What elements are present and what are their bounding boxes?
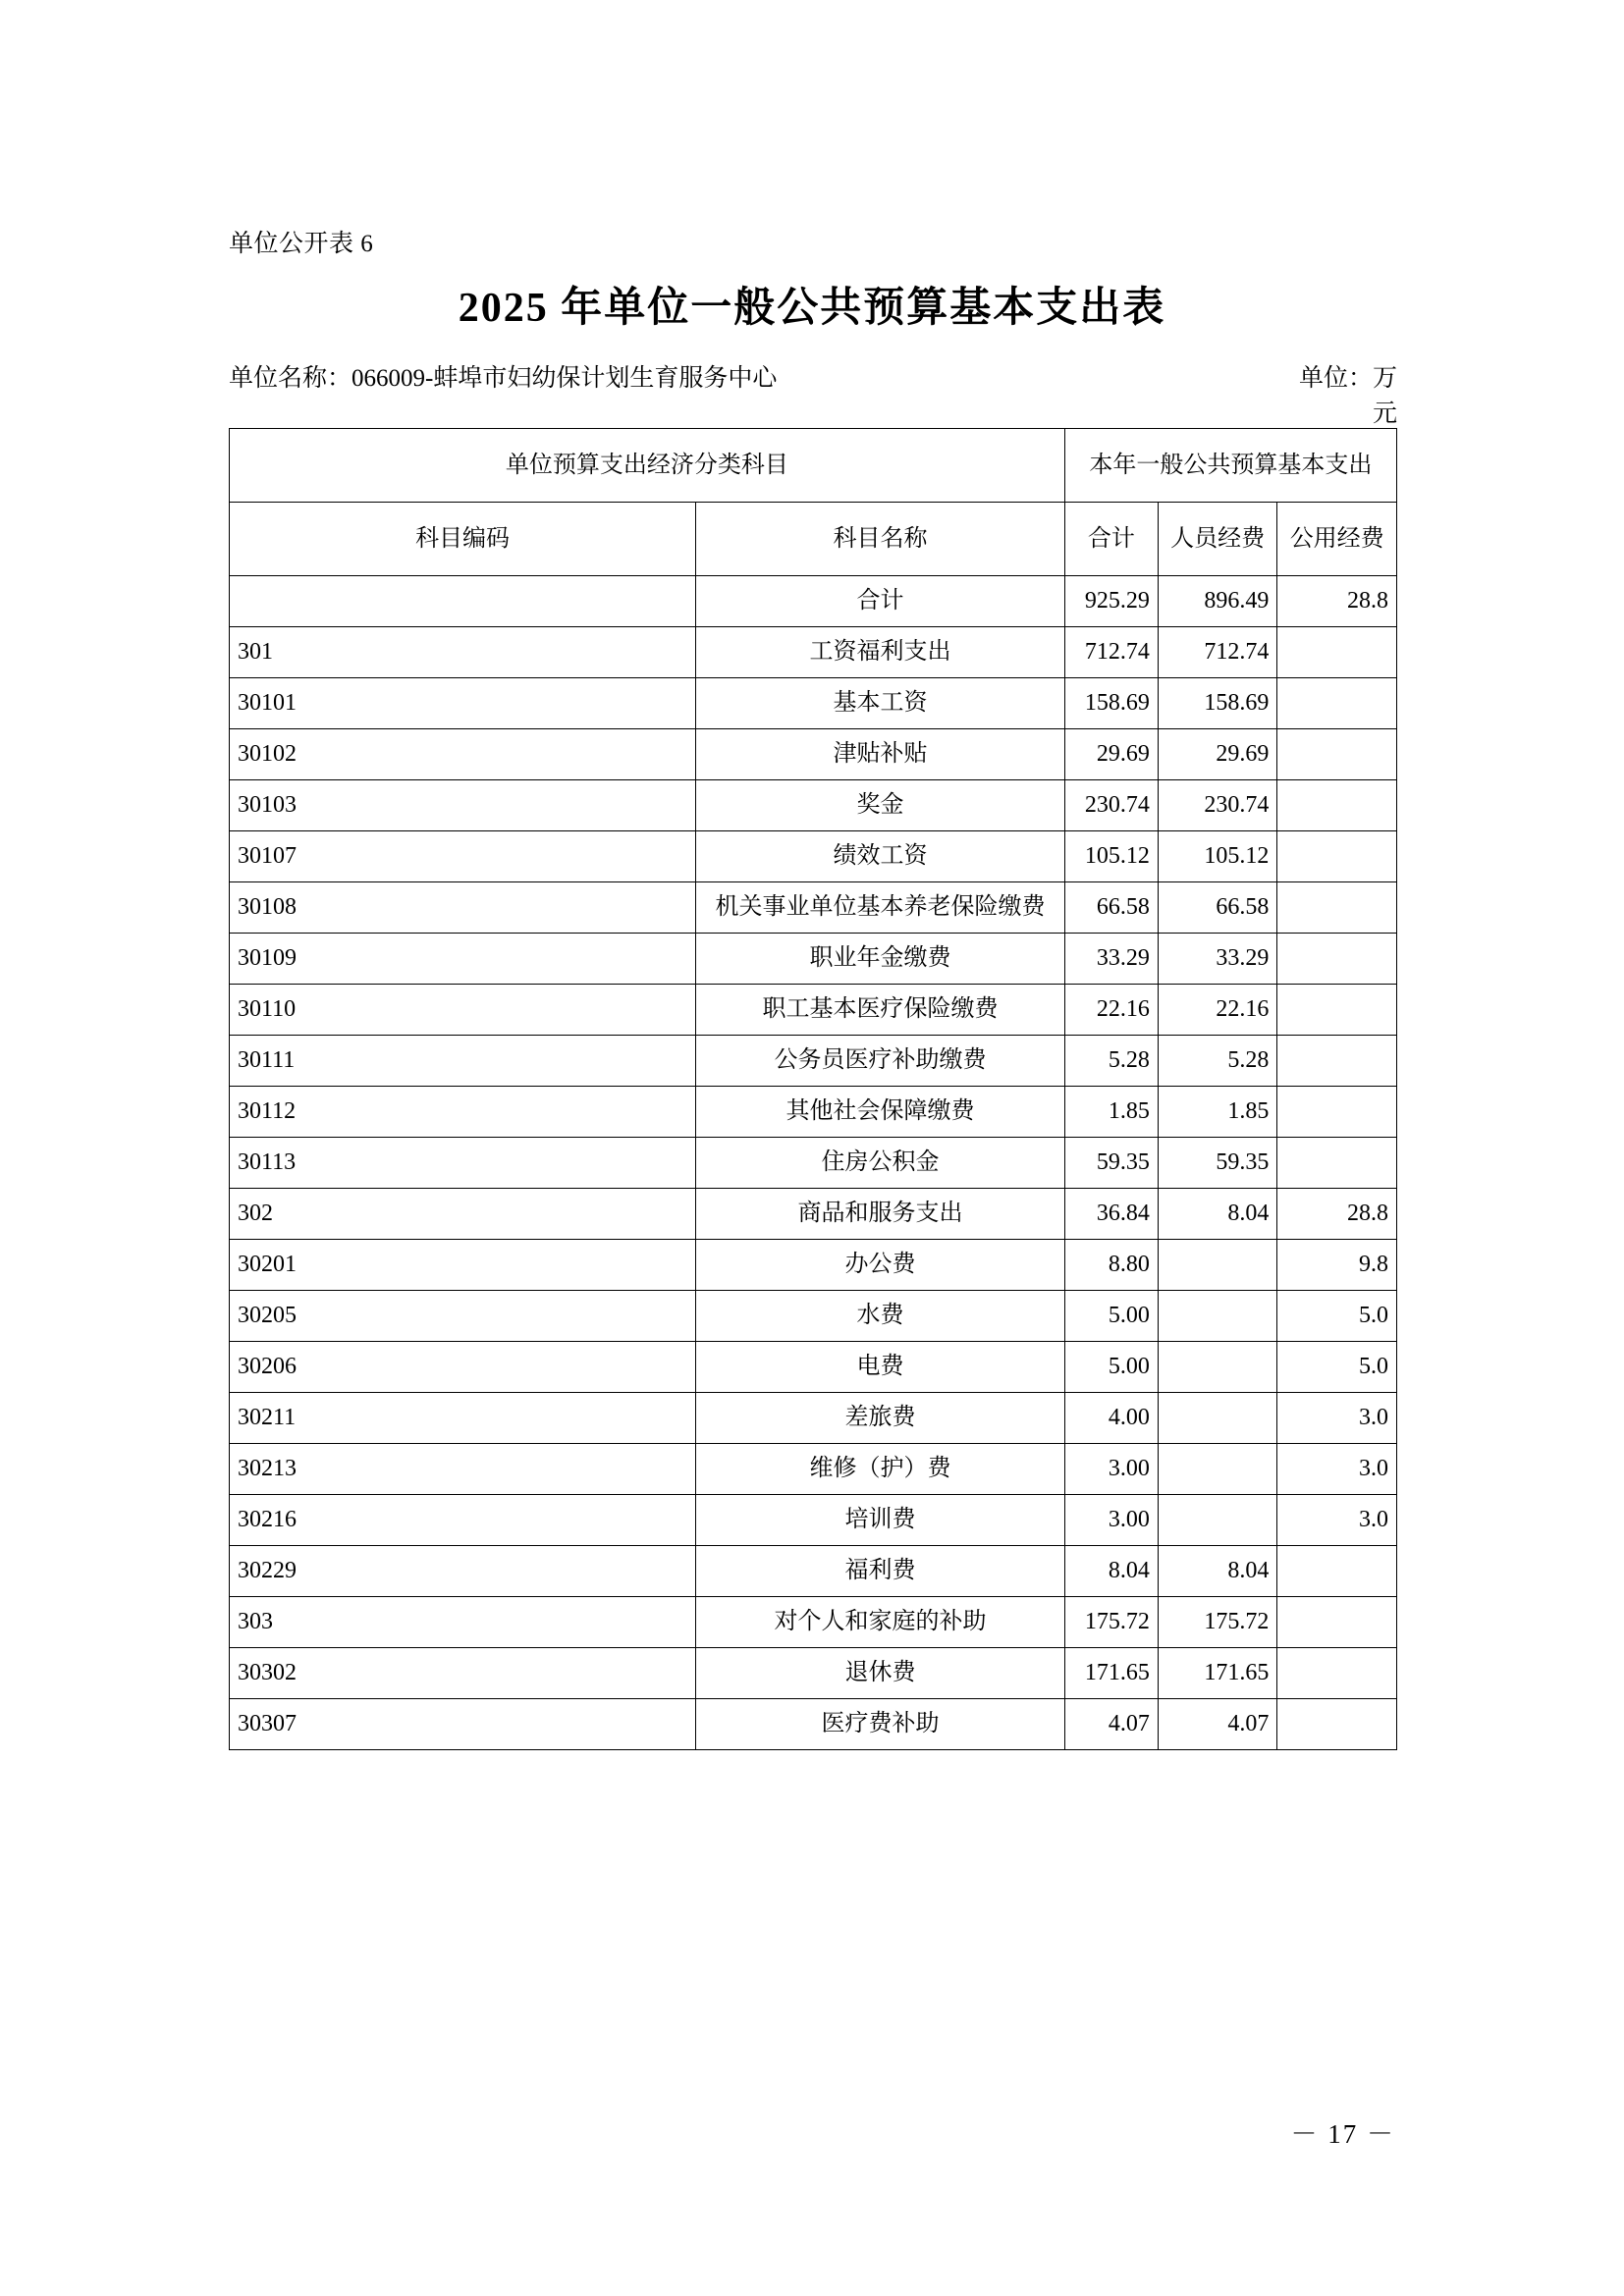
- cell-public: 28.8: [1277, 576, 1397, 627]
- cell-total: 4.00: [1064, 1393, 1158, 1444]
- cell-total: 925.29: [1064, 576, 1158, 627]
- header-total: 合计: [1064, 503, 1158, 576]
- cell-name: 福利费: [696, 1546, 1065, 1597]
- cell-public: [1277, 985, 1397, 1036]
- cell-personnel: [1158, 1393, 1277, 1444]
- cell-name: 津贴补贴: [696, 729, 1065, 780]
- cell-public: 5.0: [1277, 1342, 1397, 1393]
- table-row: [230, 678, 1397, 729]
- cell-total: 230.74: [1064, 780, 1158, 831]
- cell-code: 301: [230, 627, 696, 678]
- unit-measure: [1250, 361, 1397, 433]
- cell-public: 3.0: [1277, 1495, 1397, 1546]
- table-header-row: [230, 503, 1397, 576]
- table-row: [230, 985, 1397, 1036]
- cell-public: [1277, 1597, 1397, 1648]
- cell-public: [1277, 934, 1397, 985]
- table-row: [230, 1699, 1397, 1750]
- cell-name: 住房公积金: [696, 1138, 1065, 1189]
- table-row: [230, 1546, 1397, 1597]
- cell-public: [1277, 780, 1397, 831]
- table-row: [230, 576, 1397, 627]
- cell-total: 5.28: [1064, 1036, 1158, 1087]
- cell-code: [230, 576, 696, 627]
- cell-public: 9.8: [1277, 1240, 1397, 1291]
- cell-total: 36.84: [1064, 1189, 1158, 1240]
- cell-total: 22.16: [1064, 985, 1158, 1036]
- cell-public: [1277, 1138, 1397, 1189]
- cell-public: 3.0: [1277, 1444, 1397, 1495]
- cell-code: 303: [230, 1597, 696, 1648]
- cell-total: 1.85: [1064, 1087, 1158, 1138]
- cell-public: [1277, 1546, 1397, 1597]
- cell-code: 30111: [230, 1036, 696, 1087]
- cell-personnel: 5.28: [1158, 1036, 1277, 1087]
- cell-code: 30205: [230, 1291, 696, 1342]
- cell-personnel: 4.07: [1158, 1699, 1277, 1750]
- table-row: [230, 1597, 1397, 1648]
- cell-public: [1277, 1036, 1397, 1087]
- table-row: [230, 780, 1397, 831]
- page-number: － 17 －: [1290, 2119, 1395, 2149]
- cell-code: 30107: [230, 831, 696, 882]
- cell-personnel: 8.04: [1158, 1546, 1277, 1597]
- cell-code: 30229: [230, 1546, 696, 1597]
- table-row: [230, 882, 1397, 934]
- cell-name: 办公费: [696, 1240, 1065, 1291]
- cell-public: [1277, 729, 1397, 780]
- cell-public: [1277, 882, 1397, 934]
- cell-total: 712.74: [1064, 627, 1158, 678]
- cell-total: 158.69: [1064, 678, 1158, 729]
- table-row: [230, 1648, 1397, 1699]
- cell-total: 33.29: [1064, 934, 1158, 985]
- cell-public: 5.0: [1277, 1291, 1397, 1342]
- cell-public: [1277, 1699, 1397, 1750]
- table-header-group-row: [230, 429, 1397, 503]
- cell-personnel: 29.69: [1158, 729, 1277, 780]
- cell-personnel: 66.58: [1158, 882, 1277, 934]
- table-row: [230, 1291, 1397, 1342]
- table-row: [230, 934, 1397, 985]
- cell-code: 30101: [230, 678, 696, 729]
- table-row: [230, 1087, 1397, 1138]
- cell-public: [1277, 1087, 1397, 1138]
- cell-name: 水费: [696, 1291, 1065, 1342]
- cell-name: 机关事业单位基本养老保险缴费: [696, 882, 1065, 934]
- cell-name: 工资福利支出: [696, 627, 1065, 678]
- cell-personnel: [1158, 1291, 1277, 1342]
- cell-name: 职业年金缴费: [696, 934, 1065, 985]
- cell-total: 8.04: [1064, 1546, 1158, 1597]
- cell-name: 维修（护）费: [696, 1444, 1065, 1495]
- cell-code: 30102: [230, 729, 696, 780]
- cell-total: 3.00: [1064, 1444, 1158, 1495]
- header-personnel: 人员经费: [1158, 503, 1277, 576]
- cell-public: 3.0: [1277, 1393, 1397, 1444]
- cell-personnel: 230.74: [1158, 780, 1277, 831]
- table-row: [230, 627, 1397, 678]
- cell-name: 电费: [696, 1342, 1065, 1393]
- header-group-right: 本年一般公共预算基本支出: [1064, 429, 1396, 503]
- cell-name: 培训费: [696, 1495, 1065, 1546]
- unit-measure-label-2: 元: [1372, 400, 1397, 428]
- cell-code: 302: [230, 1189, 696, 1240]
- cell-public: 28.8: [1277, 1189, 1397, 1240]
- table-head: [230, 429, 1397, 576]
- cell-personnel: 712.74: [1158, 627, 1277, 678]
- cell-total: 66.58: [1064, 882, 1158, 934]
- budget-table: [229, 428, 1397, 1750]
- header-public: 公用经费: [1277, 503, 1397, 576]
- cell-total: 175.72: [1064, 1597, 1158, 1648]
- cell-code: 30110: [230, 985, 696, 1036]
- cell-personnel: [1158, 1444, 1277, 1495]
- cell-personnel: [1158, 1495, 1277, 1546]
- cell-total: 29.69: [1064, 729, 1158, 780]
- cell-personnel: 22.16: [1158, 985, 1277, 1036]
- table-row: [230, 1240, 1397, 1291]
- cell-name: 其他社会保障缴费: [696, 1087, 1065, 1138]
- table-row: [230, 831, 1397, 882]
- table-row: [230, 1342, 1397, 1393]
- header-code: 科目编码: [230, 503, 696, 576]
- cell-name: 公务员医疗补助缴费: [696, 1036, 1065, 1087]
- cell-code: 30108: [230, 882, 696, 934]
- cell-code: 30302: [230, 1648, 696, 1699]
- form-label: 单位公开表 6: [229, 231, 374, 257]
- cell-personnel: 158.69: [1158, 678, 1277, 729]
- cell-public: [1277, 627, 1397, 678]
- cell-name: 退休费: [696, 1648, 1065, 1699]
- cell-code: 30206: [230, 1342, 696, 1393]
- cell-personnel: [1158, 1342, 1277, 1393]
- table-row: [230, 729, 1397, 780]
- cell-personnel: 8.04: [1158, 1189, 1277, 1240]
- cell-code: 30109: [230, 934, 696, 985]
- cell-personnel: 171.65: [1158, 1648, 1277, 1699]
- cell-total: 59.35: [1064, 1138, 1158, 1189]
- cell-public: [1277, 831, 1397, 882]
- unit-name-label: 单位名称：066009-蚌埠市妇幼保计划生育服务中心: [229, 365, 778, 392]
- cell-name: 商品和服务支出: [696, 1189, 1065, 1240]
- meta-row: [229, 361, 1397, 428]
- cell-personnel: [1158, 1240, 1277, 1291]
- cell-personnel: 896.49: [1158, 576, 1277, 627]
- cell-code: 30216: [230, 1495, 696, 1546]
- cell-name: 绩效工资: [696, 831, 1065, 882]
- table-row: [230, 1138, 1397, 1189]
- cell-public: [1277, 1648, 1397, 1699]
- cell-code: 30307: [230, 1699, 696, 1750]
- cell-code: 30112: [230, 1087, 696, 1138]
- cell-total: 3.00: [1064, 1495, 1158, 1546]
- cell-name: 合计: [696, 576, 1065, 627]
- cell-personnel: 33.29: [1158, 934, 1277, 985]
- cell-code: 30211: [230, 1393, 696, 1444]
- cell-public: [1277, 678, 1397, 729]
- cell-total: 4.07: [1064, 1699, 1158, 1750]
- table-row: [230, 1444, 1397, 1495]
- cell-total: 8.80: [1064, 1240, 1158, 1291]
- table-row: [230, 1393, 1397, 1444]
- cell-name: 对个人和家庭的补助: [696, 1597, 1065, 1648]
- cell-personnel: 1.85: [1158, 1087, 1277, 1138]
- cell-name: 差旅费: [696, 1393, 1065, 1444]
- cell-total: 171.65: [1064, 1648, 1158, 1699]
- cell-code: 30103: [230, 780, 696, 831]
- table-row: [230, 1189, 1397, 1240]
- cell-code: 30213: [230, 1444, 696, 1495]
- cell-code: 30201: [230, 1240, 696, 1291]
- cell-total: 5.00: [1064, 1291, 1158, 1342]
- header-group-left: 单位预算支出经济分类科目: [230, 429, 1065, 503]
- cell-name: 基本工资: [696, 678, 1065, 729]
- cell-total: 105.12: [1064, 831, 1158, 882]
- table-row: [230, 1036, 1397, 1087]
- page-title: 2025 年单位一般公共预算基本支出表: [458, 286, 1166, 331]
- header-name: 科目名称: [696, 503, 1065, 576]
- unit-measure-label: 单位：万: [1298, 365, 1397, 392]
- cell-personnel: 105.12: [1158, 831, 1277, 882]
- cell-name: 奖金: [696, 780, 1065, 831]
- cell-personnel: 175.72: [1158, 1597, 1277, 1648]
- table-body: [230, 576, 1397, 1750]
- cell-name: 职工基本医疗保险缴费: [696, 985, 1065, 1036]
- cell-code: 30113: [230, 1138, 696, 1189]
- cell-personnel: 59.35: [1158, 1138, 1277, 1189]
- cell-total: 5.00: [1064, 1342, 1158, 1393]
- table-row: [230, 1495, 1397, 1546]
- cell-name: 医疗费补助: [696, 1699, 1065, 1750]
